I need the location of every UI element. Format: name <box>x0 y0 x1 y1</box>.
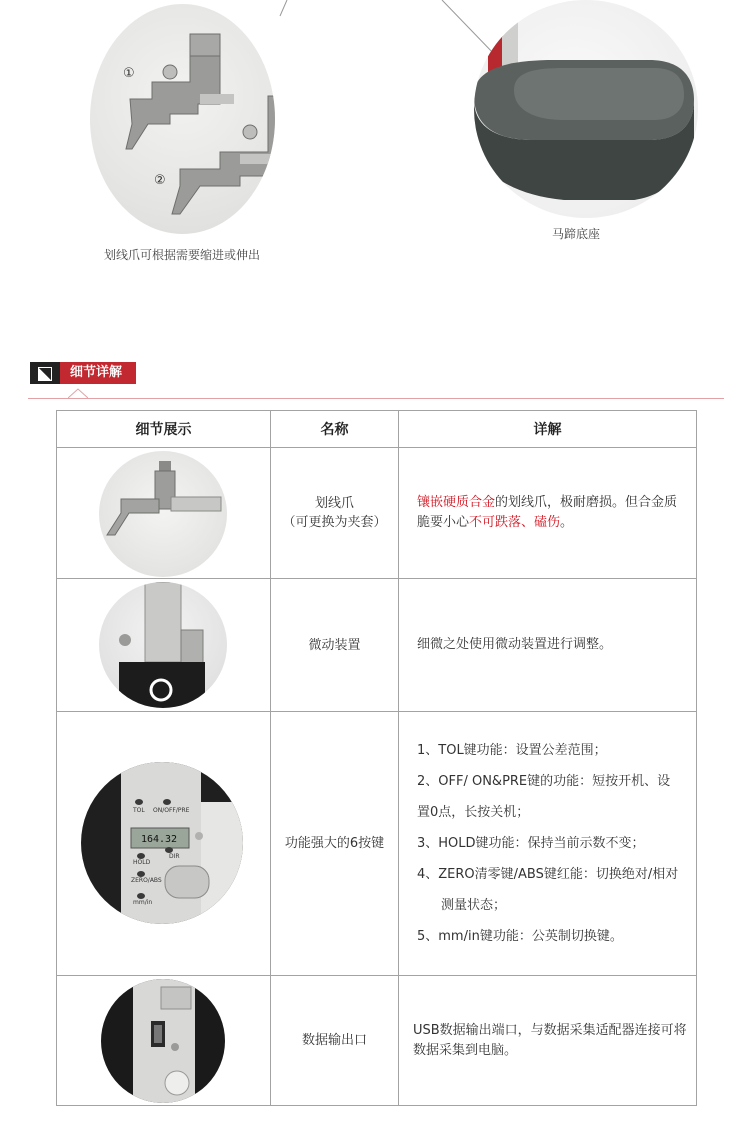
list-item: 4、ZERO清零键/ABS键红能：切换绝对/相对 <box>417 867 679 882</box>
desc-highlight-warning: 不可跌落、磕伤 <box>469 515 561 530</box>
table-cell-name <box>271 712 399 976</box>
digital-keypad-thumb <box>81 762 243 924</box>
table-cell-image <box>57 712 271 976</box>
scribing-claw-caption: 划线爪可根据需要缩进或伸出 <box>104 248 261 262</box>
list-item: 1、TOL键功能：设置公差范围； <box>417 743 607 758</box>
table-cell-name <box>271 448 399 579</box>
table-cell-image <box>57 448 271 579</box>
header-name: 名称 <box>271 411 399 448</box>
list-item: 5、mm/in键功能：公英制切换键。 <box>417 929 623 944</box>
name-data-output: 数据输出口 <box>301 1033 367 1048</box>
section-header <box>30 362 136 384</box>
table-row <box>57 448 697 579</box>
list-item: 2、OFF/ ON&PRE键的功能：短按开机、设 <box>417 774 671 789</box>
key-function-list <box>417 735 688 952</box>
scribing-claw-photo <box>90 4 275 234</box>
table-cell-description <box>399 712 697 976</box>
top-photo-area <box>0 0 750 300</box>
horseshoe-base-photo <box>474 0 698 218</box>
detail-table <box>56 410 697 1106</box>
desc-text: 的划线爪，极耐磨损。但合金质脆要小心 <box>417 495 678 530</box>
btn-label-dir: DIR <box>169 853 180 860</box>
table-cell-description <box>399 976 697 1106</box>
table-cell-name <box>271 976 399 1106</box>
btn-label-hold: HOLD <box>133 859 151 866</box>
header-detail-display: 细节展示 <box>57 411 271 448</box>
horseshoe-base-caption: 马蹄底座 <box>552 227 601 241</box>
table-cell-image <box>57 579 271 712</box>
btn-label-tol: TOL <box>133 807 145 814</box>
marker-1: ① <box>123 66 135 81</box>
table-row <box>57 976 697 1106</box>
table-header-row <box>57 411 697 448</box>
name-scribing-claw: 划线爪 <box>314 496 354 511</box>
usb-port-thumb <box>101 979 225 1103</box>
name-fine-adjustment: 微动装置 <box>308 637 361 653</box>
btn-label-onoff: ON/OFF/PRE <box>153 807 190 814</box>
lcd-reading: 164.32 <box>140 834 178 845</box>
fine-adjustment-thumb <box>99 582 227 708</box>
btn-label-mm: mm/in <box>133 899 153 906</box>
desc-data-output: USB数据输出端口，与数据采集适配器连接可将数据采集到电脑。 <box>413 1022 687 1058</box>
table-cell-name <box>271 579 399 712</box>
table-row <box>57 712 697 976</box>
section-divider-notch <box>68 388 88 399</box>
table-cell-description <box>399 579 697 712</box>
name-six-keys: 功能强大的6按键 <box>284 836 385 851</box>
section-title: 细节详解 <box>60 362 136 384</box>
list-item: 3、HOLD键功能：保持当前示数不变； <box>417 836 645 851</box>
desc-highlight-carbide: 镶嵌硬质合金 <box>417 495 496 510</box>
list-item: 测量状态； <box>441 898 507 913</box>
list-item: 置0点，长按关机； <box>417 805 530 820</box>
scribing-claw-thumb <box>99 451 227 577</box>
table-cell-description <box>399 448 697 579</box>
section-divider <box>28 398 724 399</box>
corner-triangle-icon <box>30 362 60 384</box>
marker-2: ② <box>154 173 166 188</box>
btn-label-zero: ZERO/ABS <box>131 877 162 884</box>
header-description: 详解 <box>399 411 697 448</box>
name-scribing-claw-note: （可更换为夹套） <box>282 515 387 530</box>
desc-text-end: 。 <box>560 515 574 530</box>
pointer-line-left <box>270 0 290 20</box>
table-cell-image <box>57 976 271 1106</box>
desc-fine-adjustment: 细微之处使用微动装置进行调整。 <box>417 637 613 652</box>
table-row <box>57 579 697 712</box>
